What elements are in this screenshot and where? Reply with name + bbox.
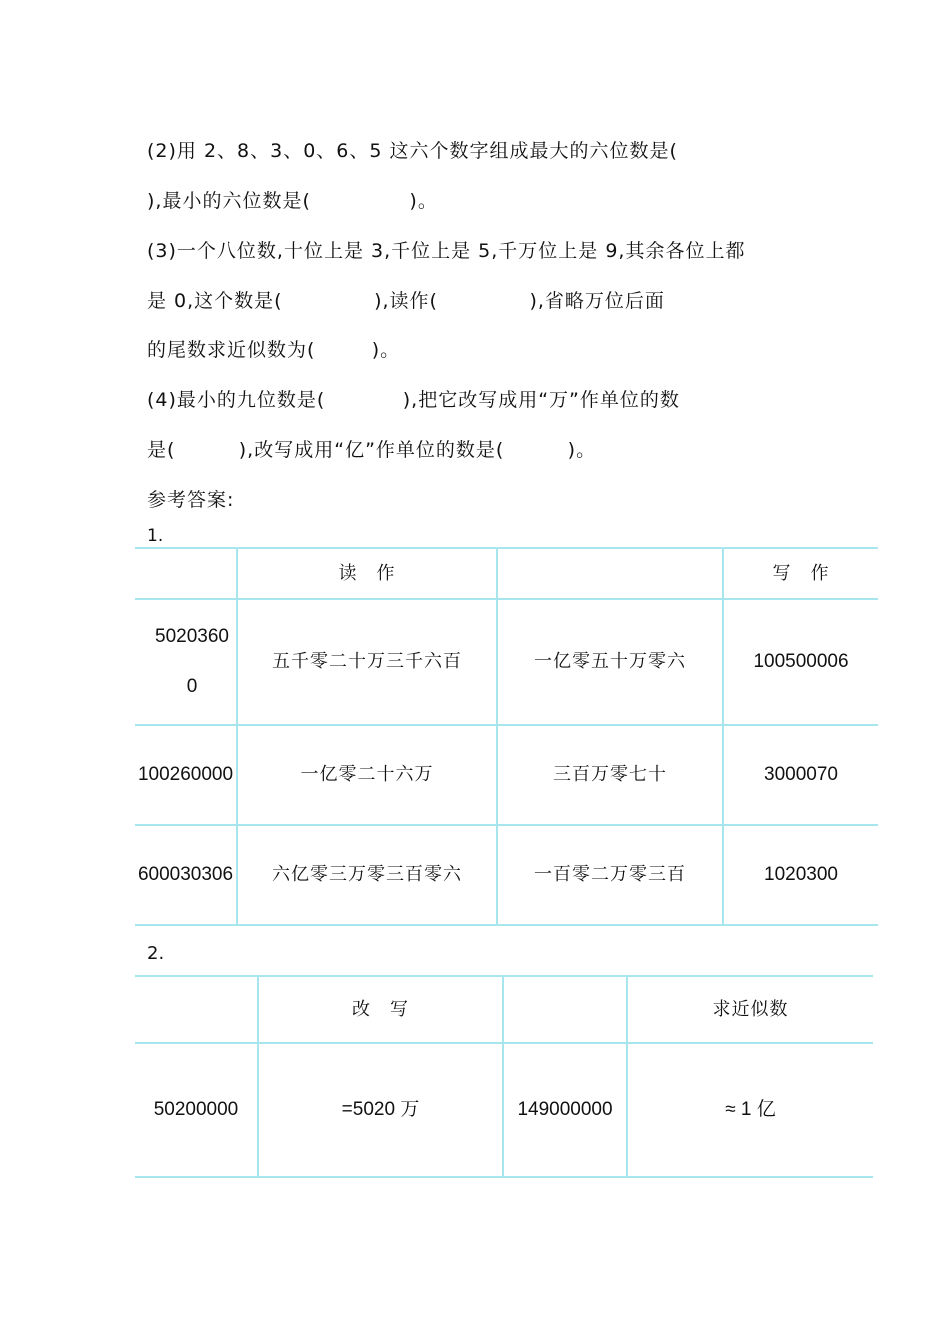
table-1-header-cell (498, 549, 722, 598)
table-2-border (135, 1176, 873, 1178)
table-1-cell: 100500006 (753, 651, 849, 672)
table-1-cell: 600030306 (137, 864, 234, 885)
question-2-line-1: (2)用 2、8、3、0、6、5 这六个数字组成最大的六位数是( (147, 140, 678, 162)
table-1-cell: 3000070 (764, 764, 838, 785)
table-1-header-cell (135, 549, 236, 598)
answers-heading: 参考答案: (147, 489, 235, 511)
table-1-header-cell: 读 作 (338, 562, 396, 584)
table-1-cell: 五千零二十万三千六百 (272, 651, 462, 672)
table-1-header-cell: 写 作 (772, 562, 830, 584)
section-1-label: 1. (147, 526, 164, 546)
question-3-line-2: 是 0,这个数是( ),读作( ),省略万位后面 (147, 290, 665, 312)
table-1-cell: 六亿零三万零三百零六 (272, 864, 462, 885)
table-2-header-cell (135, 977, 257, 1042)
table-2-header-cell: 求近似数 (712, 998, 789, 1020)
table-2-header-cell: 改 写 (352, 998, 409, 1020)
question-4-line-2: 是( ),改写成用“亿”作单位的数是( )。 (147, 439, 597, 461)
table-2-cell: =5020 万 (341, 1099, 420, 1120)
question-2-line-2: ),最小的六位数是( )。 (147, 190, 438, 212)
table-2-cell: 149000000 (517, 1099, 613, 1120)
table-1-cell: 1020300 (764, 864, 838, 885)
table-1-cell: 三百万零七十 (553, 764, 667, 785)
question-4-line-1: (4)最小的九位数是( ),把它改写成用“万”作单位的数 (147, 389, 680, 411)
table-1-cell: 100260000 (137, 764, 234, 785)
table-1-border (135, 924, 878, 926)
question-3-line-3: 的尾数求近似数为( )。 (147, 339, 401, 361)
table-2-cell: 50200000 (153, 1099, 239, 1120)
table-1-cell: 一百零二万零三百 (534, 864, 686, 885)
table-1-cell: 一亿零二十六万 (300, 764, 434, 785)
question-3-line-1: (3)一个八位数,十位上是 3,千位上是 5,千万位上是 9,其余各位上都 (147, 240, 746, 262)
table-2-header-cell (504, 977, 626, 1042)
table-1-cell: 50203600 (155, 626, 229, 697)
table-2-cell: ≈ 1 亿 (725, 1099, 776, 1120)
section-2-label: 2. (147, 943, 165, 964)
table-1-cell: 一亿零五十万零六 (534, 651, 686, 672)
